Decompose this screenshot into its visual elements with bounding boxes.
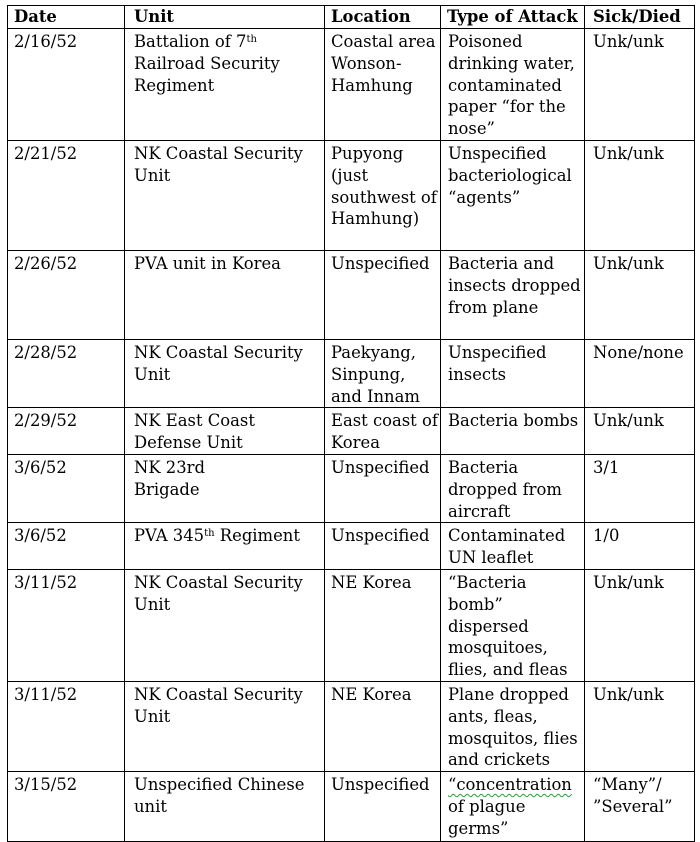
- unit-cell: [125, 29, 325, 141]
- date-cell: 3/15/52: [8, 772, 125, 842]
- header-unit: Unit: [125, 6, 325, 29]
- header-location: Location: [325, 6, 441, 29]
- location-cell: East coast of Korea: [325, 408, 441, 455]
- ordinal-suffix: th: [204, 528, 215, 540]
- table-row: [8, 250, 695, 339]
- sick-died-cell: None/none: [585, 339, 695, 407]
- header-sick-died: Sick/Died: [585, 6, 695, 29]
- unit-line: NK 23rd: [134, 457, 205, 477]
- attack-text-rest: of plague germs”: [448, 796, 526, 838]
- location-cell: Unspecified: [325, 523, 441, 570]
- attack-cell: Unspecified bacteriological “agents”: [441, 140, 585, 250]
- attack-cell: Bacteria and insects dropped from plane: [441, 250, 585, 339]
- table-row: [8, 523, 695, 570]
- date-cell: 3/6/52: [8, 523, 125, 570]
- attack-cell: Bacteria bombs: [441, 408, 585, 455]
- table-row: [8, 681, 695, 771]
- attacks-table: [7, 5, 695, 842]
- unit-cell: NK Coastal Security Unit: [125, 339, 325, 407]
- date-cell: 2/21/52: [8, 140, 125, 250]
- unit-line: Brigade: [134, 479, 200, 499]
- unit-cell: NK East Coast Defense Unit: [125, 408, 325, 455]
- unit-cell: [125, 454, 325, 522]
- attack-cell: “Bacteria bomb” dispersed mosquitoes, flies, and fleas: [441, 569, 585, 681]
- date-cell: 3/6/52: [8, 454, 125, 522]
- ordinal-suffix: th: [246, 34, 257, 45]
- unit-cell: NK Coastal Security Unit: [125, 569, 325, 681]
- unit-cell: [125, 523, 325, 570]
- sick-died-cell: Unk/unk: [585, 29, 695, 141]
- unit-cell: PVA unit in Korea: [125, 250, 325, 339]
- location-cell: NE Korea: [325, 681, 441, 771]
- sick-died-cell: 1/0: [585, 523, 695, 570]
- unit-text: Battalion of 7: [134, 32, 247, 51]
- unit-text: PVA 345: [134, 526, 205, 546]
- attack-cell: Bacteria dropped from aircraft: [441, 454, 585, 522]
- unit-text-rest: Regiment: [214, 526, 300, 546]
- table-row: [8, 339, 695, 407]
- date-cell: 3/11/52: [8, 681, 125, 771]
- table-row: [8, 772, 695, 842]
- date-cell: 2/28/52: [8, 339, 125, 407]
- sick-died-cell: 3/1: [585, 454, 695, 522]
- table-row: [8, 569, 695, 681]
- attack-cell: Unspecified insects: [441, 339, 585, 407]
- sick-died-cell: Unk/unk: [585, 250, 695, 339]
- location-cell: Pupyong (just southwest of Hamhung): [325, 140, 441, 250]
- header-row: [8, 6, 695, 29]
- attack-cell: Plane dropped ants, fleas, mosquitos, flies and crickets: [441, 681, 585, 771]
- unit-cell: NK Coastal Security Unit: [125, 681, 325, 771]
- sick-died-cell: Unk/unk: [585, 681, 695, 771]
- sick-died-cell: Unk/unk: [585, 408, 695, 455]
- location-cell: Unspecified: [325, 250, 441, 339]
- location-cell: Coastal area Wonson-Hamhung: [325, 29, 441, 141]
- location-cell: Unspecified: [325, 454, 441, 522]
- unit-text-rest: Railroad Security Regiment: [134, 53, 280, 95]
- location-cell: Paekyang, Sinpung, and Innam: [325, 339, 441, 407]
- unit-cell: NK Coastal Security Unit: [125, 140, 325, 250]
- attack-cell: Contaminated UN leaflet: [441, 523, 585, 570]
- location-cell: NE Korea: [325, 569, 441, 681]
- date-cell: 3/11/52: [8, 569, 125, 681]
- attack-cell: Poisoned drinking water, contaminated paper “for the nose”: [441, 29, 585, 141]
- table-row: [8, 140, 695, 250]
- sick-died-cell: “Many”/ ”Several”: [585, 772, 695, 842]
- table-row: [8, 454, 695, 522]
- attack-cell: [441, 772, 585, 842]
- date-cell: 2/29/52: [8, 408, 125, 455]
- unit-cell: Unspecified Chinese unit: [125, 772, 325, 842]
- table-row: [8, 29, 695, 141]
- sick-died-cell: Unk/unk: [585, 569, 695, 681]
- header-type-of-attack: Type of Attack: [441, 6, 585, 29]
- header-date: Date: [8, 6, 125, 29]
- date-cell: 2/26/52: [8, 250, 125, 339]
- table-row: [8, 408, 695, 455]
- sick-died-cell: Unk/unk: [585, 140, 695, 250]
- spellcheck-flagged-word: “concentration: [448, 775, 572, 795]
- location-cell: Unspecified: [325, 772, 441, 842]
- date-cell: 2/16/52: [8, 29, 125, 141]
